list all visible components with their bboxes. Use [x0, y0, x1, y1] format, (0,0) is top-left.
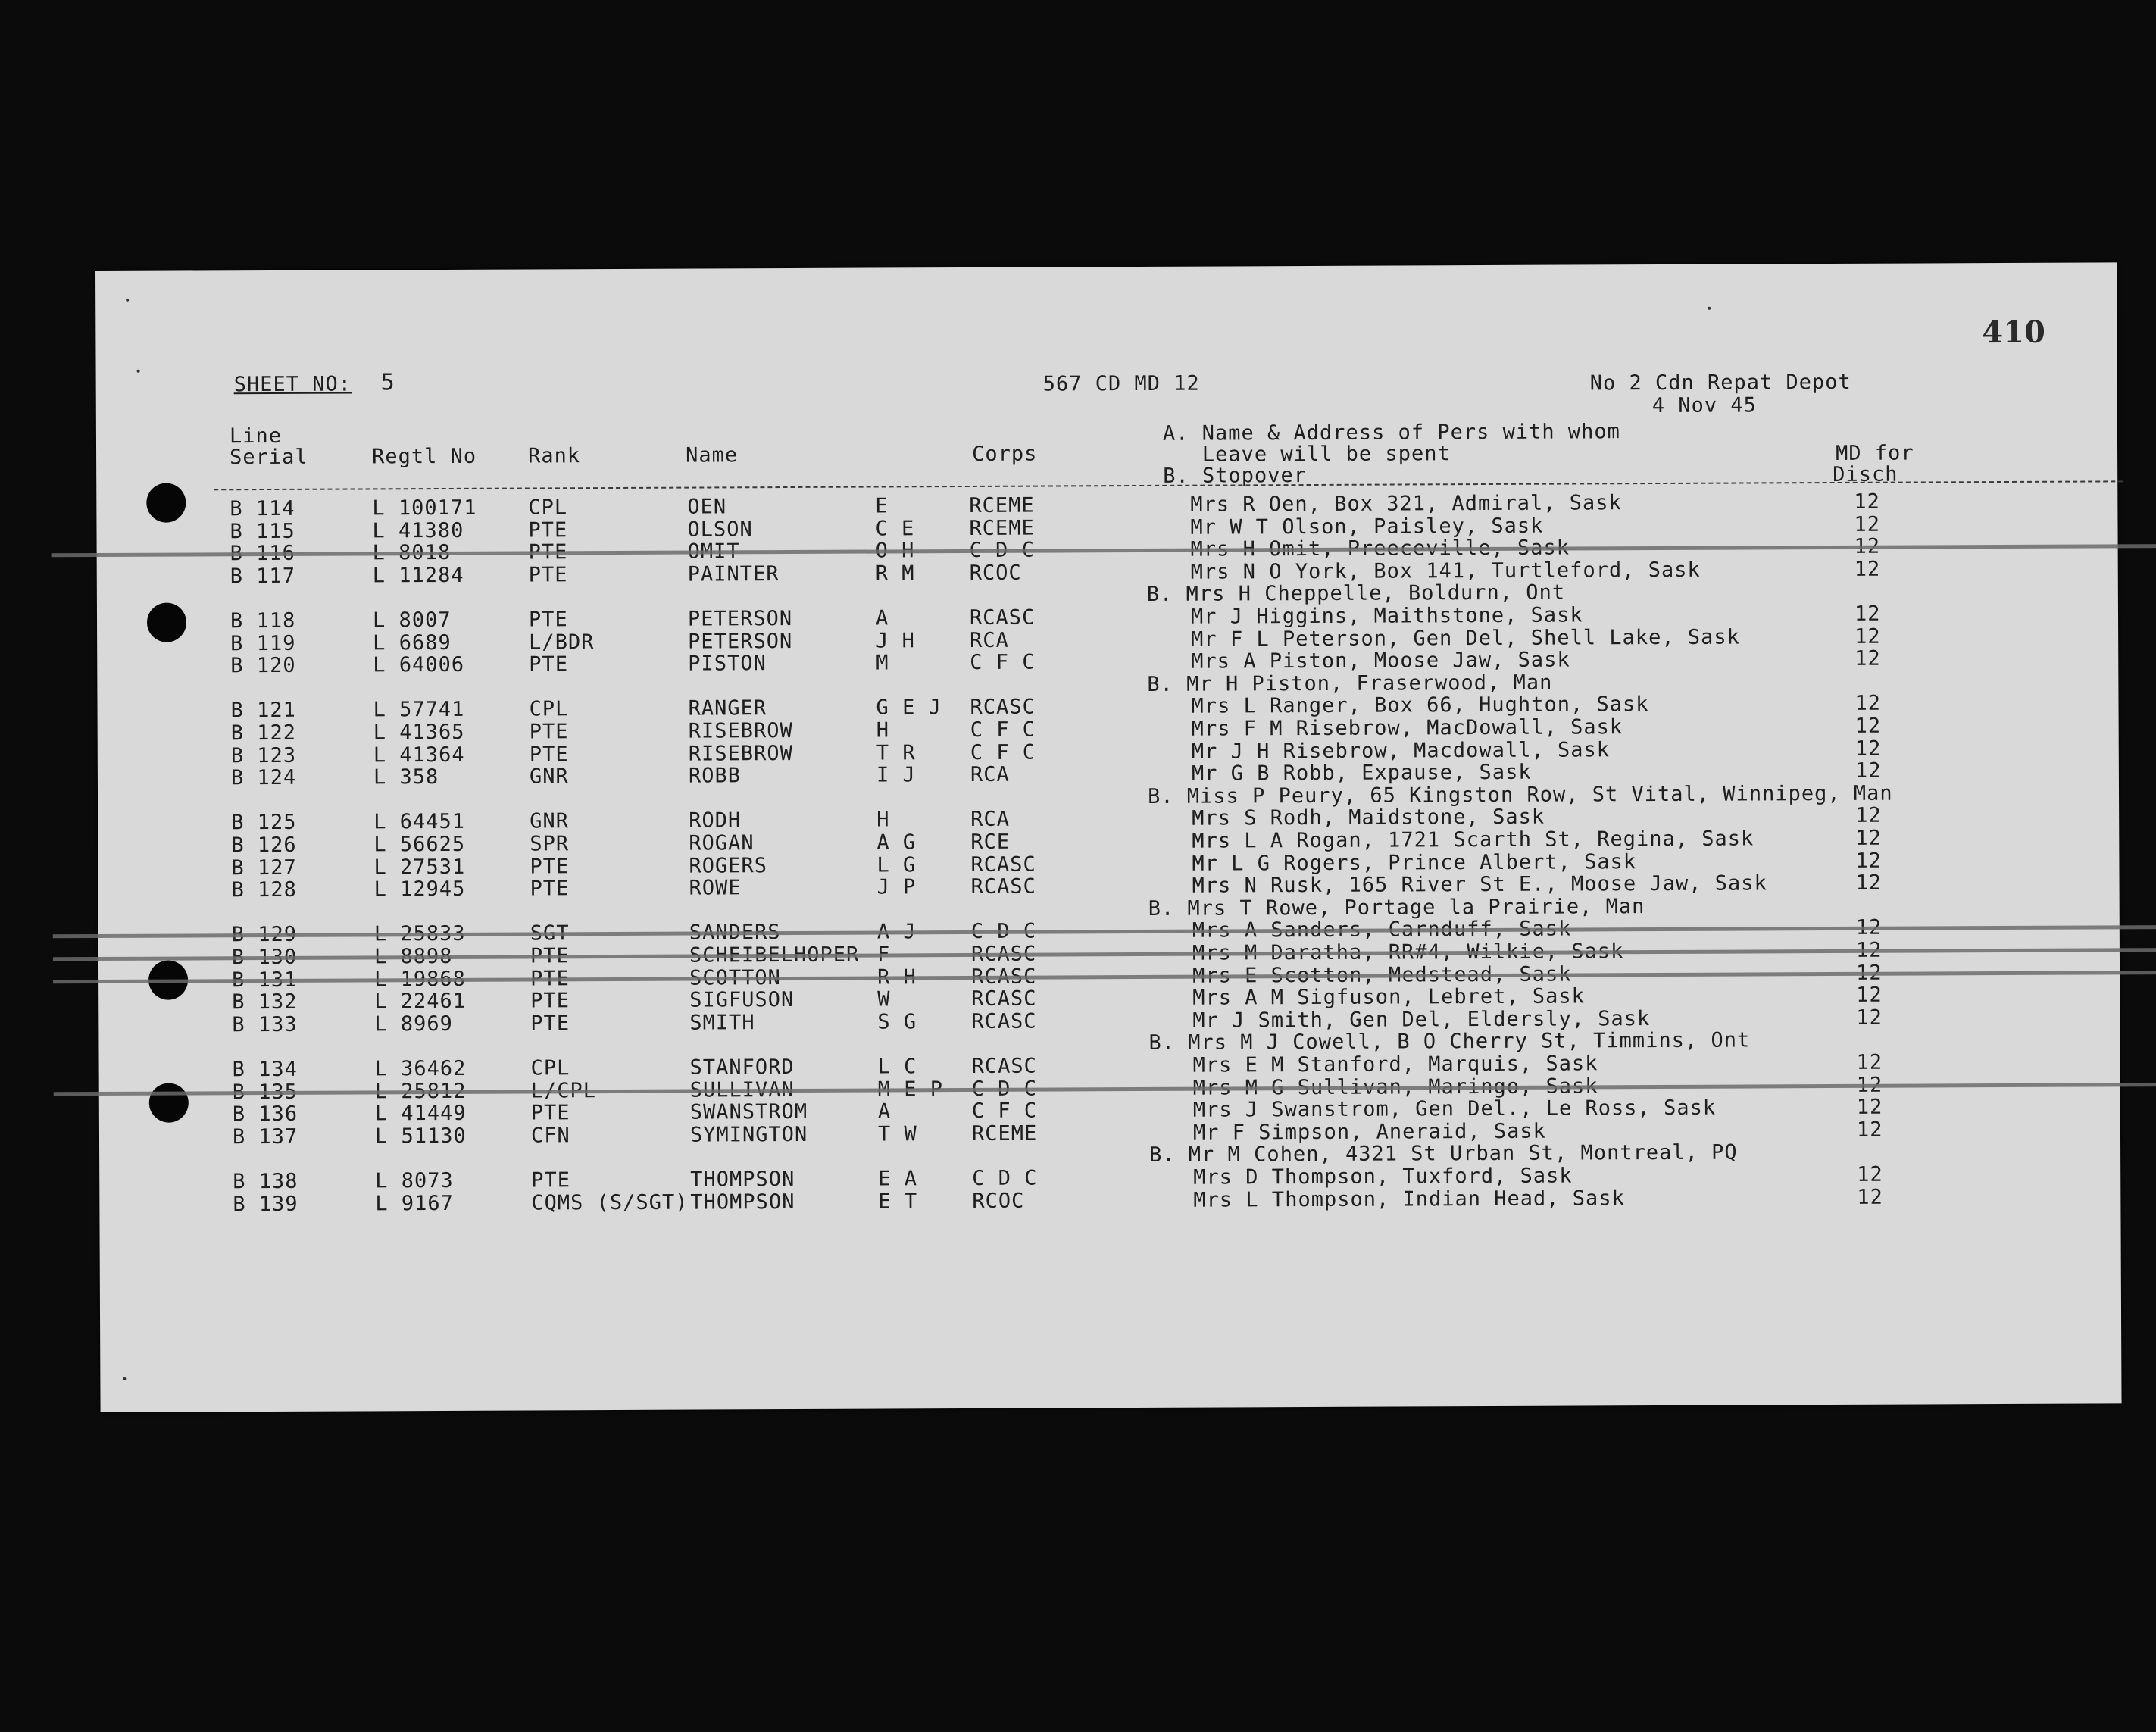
cell-md-disch: 12: [1855, 826, 1882, 850]
cell-rank: PTE: [528, 563, 568, 587]
cell-serial: B 117: [230, 564, 296, 589]
cell-serial: B 138: [233, 1169, 298, 1194]
cell-address: Mrs E M Stanford, Marquis, Sask: [1192, 1052, 1598, 1077]
cell-address: Mr L G Rogers, Prince Albert, Sask: [1192, 849, 1637, 876]
cell-md-disch: 12: [1854, 758, 1882, 783]
cell-serial: B 139: [233, 1192, 298, 1216]
cell-initials: G E J: [876, 696, 942, 720]
cell-rank: PTE: [529, 652, 569, 677]
cell-rank: CPL: [530, 1056, 570, 1080]
cell-corps: RCASC: [971, 986, 1037, 1011]
cell-serial: B 115: [230, 519, 295, 543]
cell-md-disch: 12: [1854, 736, 1882, 761]
col-header-address-a-cont: Leave will be spent: [1163, 442, 1451, 467]
cell-regtl-no: L 6689: [373, 630, 452, 655]
cell-address: Mrs S Rodh, Maidstone, Sask: [1192, 805, 1545, 831]
cell-corps: RCEME: [971, 1121, 1038, 1146]
cell-md-disch: 12: [1857, 1185, 1883, 1209]
cell-md-disch: 12: [1854, 714, 1882, 738]
cell-regtl-no: L 57741: [373, 698, 465, 722]
cell-rank: GNR: [529, 764, 569, 789]
cell-serial: B 126: [231, 833, 297, 858]
cell-rank: PTE: [530, 877, 570, 901]
depot-name: No 2 Cdn Repat Depot: [1589, 370, 1851, 395]
strike-through-line: [53, 925, 2156, 938]
cell-corps: RCASC: [970, 852, 1036, 877]
cell-rank: CFN: [530, 1124, 570, 1148]
cell-address: B. Mr M Cohen, 4321 St Urban St, Montreal, PQ: [1149, 1140, 1738, 1168]
cell-surname: PETERSON: [688, 629, 793, 654]
cell-surname: ROBB: [688, 764, 742, 788]
cell-regtl-no: L 100171: [372, 496, 477, 521]
cell-rank: CPL: [528, 496, 568, 520]
cell-regtl-no: L 22461: [374, 989, 467, 1014]
cell-surname: THOMPSON: [690, 1167, 795, 1192]
cell-surname: SWANSTROM: [689, 1100, 808, 1124]
sheet-number: 5: [380, 369, 395, 396]
cell-regtl-no: L 8007: [372, 608, 452, 633]
strike-through-line: [53, 971, 2156, 983]
cell-address: Mr F Simpson, Aneraid, Sask: [1192, 1119, 1546, 1145]
cell-md-disch: 12: [1854, 692, 1882, 716]
cell-serial: B 118: [230, 608, 296, 633]
cell-md-disch: 12: [1854, 489, 1880, 514]
cell-corps: RCA: [970, 762, 1010, 787]
cell-rank: PTE: [530, 989, 570, 1013]
cell-surname: SMITH: [689, 1011, 755, 1035]
cell-rank: PTE: [530, 1101, 570, 1125]
cell-rank: PTE: [530, 1011, 570, 1036]
cell-rank: L/BDR: [529, 630, 595, 655]
cell-serial: B 132: [232, 990, 298, 1015]
cell-address: Mrs D Thompson, Tuxford, Sask: [1193, 1164, 1573, 1190]
cell-surname: OEN: [687, 495, 727, 519]
cell-regtl-no: L 64006: [373, 653, 465, 677]
cell-regtl-no: L 36462: [374, 1056, 467, 1081]
cell-initials: A: [877, 1099, 892, 1124]
cell-rank: PTE: [528, 608, 568, 632]
cell-serial: B 127: [231, 855, 297, 880]
col-header-address-a: A. Name & Address of Pers with whom: [1162, 420, 1620, 446]
cell-rank: CQMS (S/SGT): [531, 1190, 689, 1215]
cell-address: Mr J Higgins, Maithstone, Sask: [1190, 603, 1583, 629]
cell-surname: SYMINGTON: [689, 1122, 808, 1147]
cell-address: Mrs L Thompson, Indian Head, Sask: [1193, 1186, 1625, 1212]
cell-initials: E T: [878, 1189, 918, 1214]
cell-surname: RODH: [689, 808, 742, 833]
cell-surname: ROGAN: [689, 831, 755, 855]
cell-address: Mr J H Risebrow, Macdowall, Sask: [1191, 737, 1611, 764]
cell-corps: C D C: [972, 1166, 1038, 1190]
strike-through-line: [54, 1083, 2156, 1096]
cell-serial: B 136: [232, 1102, 298, 1127]
cell-md-disch: 12: [1854, 512, 1881, 536]
cell-initials: J H: [876, 628, 915, 653]
nominal-roll-sheet: [95, 262, 2122, 1412]
cell-corps: C F C: [970, 650, 1036, 675]
cell-initials: T W: [877, 1122, 917, 1146]
strike-through-line: [52, 544, 2156, 557]
cell-regtl-no: L 27531: [373, 855, 466, 879]
cell-regtl-no: L 41380: [372, 518, 464, 543]
col-header-md: MD for: [1836, 441, 1914, 465]
cell-rank: PTE: [528, 517, 568, 542]
cell-regtl-no: L 8073: [375, 1168, 454, 1193]
cell-corps: RCOC: [969, 561, 1022, 585]
cell-rank: SPR: [530, 832, 570, 856]
cell-serial: B 134: [232, 1057, 298, 1082]
cell-regtl-no: L 41364: [373, 743, 465, 767]
cell-surname: PISTON: [688, 652, 767, 676]
cell-md-disch: 12: [1856, 1005, 1883, 1030]
cell-serial: B 120: [230, 654, 296, 678]
cell-serial: B 124: [230, 766, 297, 790]
cell-surname: PAINTER: [687, 561, 780, 586]
cell-surname: RANGER: [688, 696, 767, 721]
cell-corps: RCASC: [971, 1054, 1037, 1078]
cell-rank: PTE: [529, 720, 569, 744]
cell-surname: STANFORD: [689, 1055, 795, 1080]
cell-address: Mrs N Rusk, 165 River St E., Moose Jaw, Sask: [1192, 871, 1767, 898]
cell-regtl-no: L 56625: [373, 832, 466, 857]
col-header-rank: Rank: [528, 444, 581, 468]
cell-rank: PTE: [531, 1168, 571, 1193]
cell-address: Mrs N O York, Box 141, Turtleford, Sask: [1190, 558, 1701, 584]
cell-regtl-no: L 358: [373, 765, 439, 789]
cell-serial: B 123: [230, 743, 297, 768]
cell-regtl-no: L 51130: [374, 1124, 467, 1149]
cell-regtl-no: L 11284: [372, 563, 464, 588]
cell-address: Mrs A M Sigfuson, Lebret, Sask: [1192, 984, 1585, 1010]
unit-code: 567 CD MD 12: [1042, 371, 1200, 396]
cell-md-disch: 12: [1855, 961, 1883, 985]
cell-md-disch: 12: [1854, 534, 1881, 559]
cell-serial: B 119: [230, 631, 296, 655]
cell-corps: RCASC: [970, 695, 1036, 720]
cell-md-disch: 12: [1855, 916, 1883, 940]
cell-corps: RCEME: [969, 516, 1035, 540]
cell-address: Mr W T Olson, Paisley, Sask: [1190, 514, 1544, 539]
cell-address: Mrs L A Rogan, 1721 Scarth St, Regina, Sask: [1192, 827, 1754, 853]
cell-address: Mr F L Peterson, Gen Del, Shell Lake, Sask: [1191, 625, 1740, 652]
cell-surname: PETERSON: [687, 606, 793, 631]
cell-address: Mrs F M Risebrow, MacDowall, Sask: [1191, 715, 1623, 741]
strike-through-line: [53, 948, 2156, 961]
cell-surname: SIGFUSON: [689, 988, 795, 1012]
cell-initials: R M: [875, 561, 915, 586]
cell-corps: RCE: [970, 830, 1011, 854]
cell-initials: I J: [876, 763, 916, 787]
cell-regtl-no: L 41449: [374, 1102, 467, 1126]
cell-md-disch: 12: [1854, 557, 1881, 581]
cell-md-disch: 12: [1855, 849, 1882, 873]
col-header-address-b: B. Stopover: [1163, 464, 1308, 488]
cell-corps: RCA: [970, 808, 1011, 832]
cell-address: B. Mrs H Cheppelle, Boldurn, Ont: [1146, 580, 1566, 607]
sheet-date: 4 Nov 45: [1651, 393, 1757, 418]
cell-corps: C F C: [970, 740, 1036, 764]
cell-initials: T R: [876, 740, 916, 765]
cell-surname: OLSON: [687, 517, 753, 542]
cell-md-disch: 12: [1855, 804, 1882, 828]
cell-corps: RCASC: [970, 874, 1036, 899]
cell-rank: CPL: [529, 697, 569, 721]
col-header-regtl: Regtl No: [372, 444, 477, 469]
cell-serial: B 137: [232, 1124, 298, 1149]
cell-serial: B 125: [231, 811, 297, 835]
cell-regtl-no: L 8969: [374, 1011, 453, 1036]
cell-address: B. Mrs T Rowe, Portage la Prairie, Man: [1148, 894, 1645, 921]
cell-address: Mr J Smith, Gen Del, Eldersly, Sask: [1192, 1006, 1651, 1033]
cell-initials: A G: [876, 830, 917, 855]
cell-address: Mrs R Oen, Box 321, Admiral, Sask: [1190, 491, 1622, 517]
cell-address: Mrs L Ranger, Box 66, Hughton, Sask: [1191, 692, 1649, 719]
cell-md-disch: 12: [1857, 1162, 1883, 1186]
paper-speck: [126, 299, 129, 302]
cell-regtl-no: L 9167: [375, 1191, 454, 1215]
cell-md-disch: 12: [1856, 1095, 1883, 1120]
cell-initials: M: [876, 651, 889, 675]
cell-initials: E A: [878, 1167, 918, 1191]
col-header-serial: Serial: [230, 445, 308, 470]
cell-rank: PTE: [530, 854, 570, 879]
cell-md-disch: 12: [1854, 624, 1881, 649]
cell-surname: THOMPSON: [690, 1190, 795, 1215]
cell-initials: L G: [876, 852, 917, 877]
cell-initials: A: [875, 606, 889, 630]
col-header-disch: Disch: [1833, 462, 1898, 486]
cell-serial: B 121: [230, 699, 296, 723]
cell-surname: RISEBROW: [688, 741, 793, 766]
cell-regtl-no: L 12945: [373, 877, 466, 902]
cell-surname: RISEBROW: [688, 718, 793, 743]
cell-corps: RCASC: [969, 605, 1036, 630]
cell-corps: RCOC: [972, 1189, 1025, 1213]
cell-corps: C F C: [970, 717, 1036, 742]
cell-initials: E: [875, 494, 889, 518]
cell-corps: RCA: [970, 628, 1009, 652]
paper-speck: [123, 1377, 126, 1380]
col-header-corps: Corps: [971, 442, 1038, 466]
cell-rank: PTE: [529, 742, 569, 767]
cell-md-disch: 12: [1856, 983, 1883, 1008]
cell-address: Mrs J Swanstrom, Gen Del., Le Ross, Sask: [1192, 1096, 1717, 1122]
cell-surname: ROGERS: [689, 853, 768, 878]
paper-speck: [137, 370, 140, 373]
cell-surname: ROWE: [689, 876, 742, 900]
cell-md-disch: 12: [1856, 1118, 1883, 1142]
cell-corps: C F C: [971, 1099, 1038, 1124]
cell-serial: B 128: [231, 878, 297, 902]
cell-address: B. Mr H Piston, Fraserwood, Man: [1147, 671, 1553, 696]
cell-initials: W: [877, 987, 891, 1011]
paper-speck: [1708, 307, 1711, 310]
cell-md-disch: 12: [1855, 938, 1883, 962]
cell-serial: B 133: [232, 1012, 298, 1037]
cell-address: Mr G B Robb, Expause, Sask: [1191, 760, 1532, 786]
cell-address: B. Mrs M J Cowell, B O Cherry St, Timmins, Ont: [1148, 1028, 1751, 1055]
cell-address: B. Miss P Peury, 65 Kingston Row, St Vital, Winnipeg, Man: [1147, 781, 1893, 808]
sheet-label: SHEET NO:: [233, 372, 352, 397]
cell-rank: GNR: [530, 809, 570, 833]
cell-address: Mrs A Piston, Moose Jaw, Sask: [1191, 648, 1570, 674]
cell-initials: H: [876, 718, 889, 743]
col-header-name: Name: [686, 443, 739, 467]
cell-corps: RCASC: [971, 1009, 1037, 1033]
cell-serial: B 122: [230, 721, 297, 746]
cell-regtl-no: L 41365: [373, 720, 465, 745]
cell-md-disch: 12: [1855, 871, 1883, 896]
cell-md-disch: 12: [1854, 646, 1881, 671]
col-header-line: Line: [229, 424, 283, 449]
cell-initials: L C: [877, 1055, 917, 1079]
cell-serial: B 114: [230, 496, 295, 521]
page-number: 410: [1982, 314, 2045, 351]
cell-initials: S G: [877, 1010, 917, 1034]
cell-md-disch: 12: [1856, 1073, 1883, 1097]
cell-corps: RCEME: [969, 493, 1035, 517]
cell-initials: J P: [876, 875, 917, 899]
cell-regtl-no: L 64451: [373, 810, 466, 834]
cell-initials: C E: [875, 516, 915, 541]
cell-initials: H: [876, 808, 890, 832]
cell-md-disch: 12: [1856, 1050, 1883, 1074]
cell-md-disch: 12: [1854, 602, 1881, 626]
